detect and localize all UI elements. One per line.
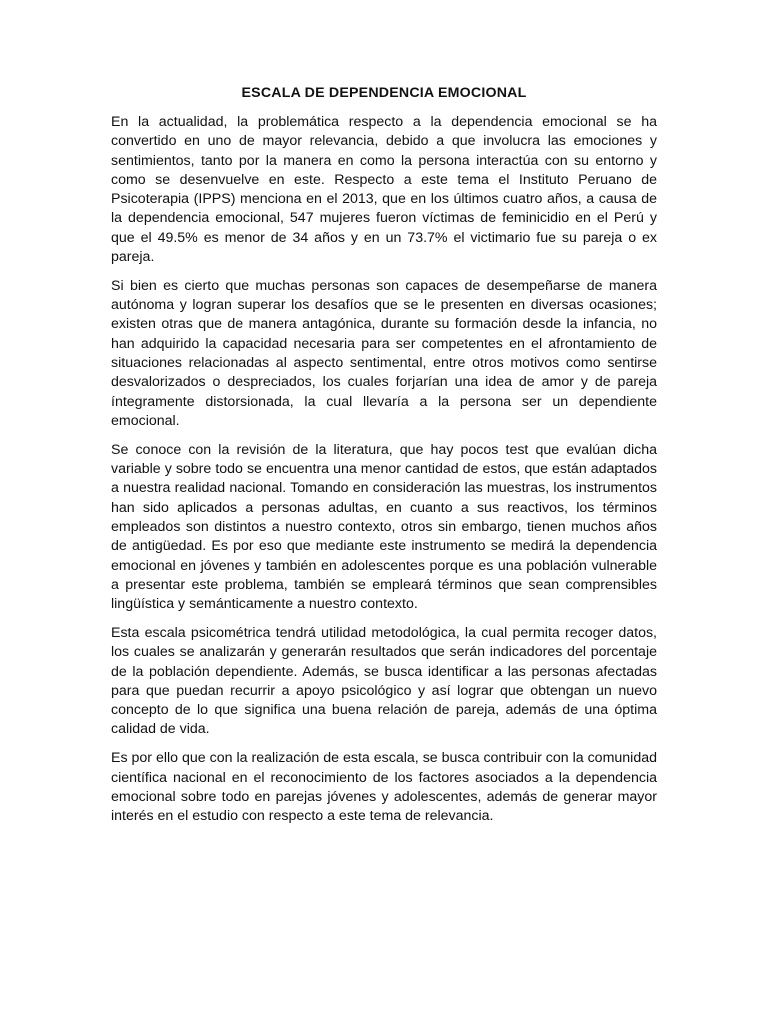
paragraph-conclusion: Es por ello que con la realización de esta escala, se busca contribuir con la comunidad científica nacional en el reconocimiento de los factores asociados a la dependencia emocional sobre todo en parejas jóvenes y adolescentes, además de generar mayor interés en el estudio con respecto a este tema de relevancia. — [111, 750, 657, 825]
paragraph-background: Si bien es cierto que muchas personas son capaces de desempeñarse de manera autónoma y logran superar los desafíos que se le presenten en diversas ocasiones; existen otras que de manera antagónica, durante su formación desde la infancia, no han adquirido la capacidad necesaria para ser competentes en el afrontamiento de situaciones relacionadas al aspecto sentimental, entre otros motivos como sentirse desvalorizados o despreciados, los cuales forjarían una idea de amor y de pareja íntegramente distorsionada, la cual llevaría a la persona ser un dependiente emocional. — [111, 277, 657, 429]
paragraph-literature-review: Se conoce con la revisión de la literatura, que hay pocos test que evalúan dicha variable y sobre todo se encuentra una menor cantidad de estos, que están adaptados a nuestra realidad nacional. Tomando en consideración las muestras, los instrumentos han sido aplicados a personas adultas, en cuanto a sus reactivos, los términos empleados son distintos a nuestro contexto, otros sin embargo, tienen muchos años de antigüedad. Es por eso que mediante este instrumento se medirá la dependencia emocional en jóvenes y también en adolescentes porque es una población vulnerable a presentar este problema, también se empleará términos que sean comprensibles lingüística y semánticamente a nuestro contexto. — [111, 441, 657, 613]
paragraph-utility: Esta escala psicométrica tendrá utilidad metodológica, la cual permita recoger datos, los cuales se analizarán y generarán resultados que serán indicadores del porcentaje de la población dependiente. Además, se busca identificar a las personas afectadas para que puedan recurrir a apoyo psicológico y así lograr que obtengan un nuevo concepto de lo que significa una buena relación de pareja, además de una óptima calidad de vida. — [111, 624, 657, 738]
paragraph-introduction: En la actualidad, la problemática respecto a la dependencia emocional se ha convertido en uno de mayor relevancia, debido a que involucra las emociones y sentimientos, tanto por la manera en como la persona interactúa con su entorno y como se desenvuelve en este. Respecto a este tema el Instituto Peruano de Psicoterapia (IPPS) menciona en el 2013, que en los últimos cuatro años, a causa de la dependencia emocional, 547 mujeres fueron víctimas de feminicidio en el Perú y que el 49.5% es menor de 34 años y en un 73.7% el victimario fue su pareja o ex pareja. — [111, 114, 657, 266]
document-body — [111, 84, 657, 836]
document-title: ESCALA DE DEPENDENCIA EMOCIONAL — [241, 85, 527, 101]
